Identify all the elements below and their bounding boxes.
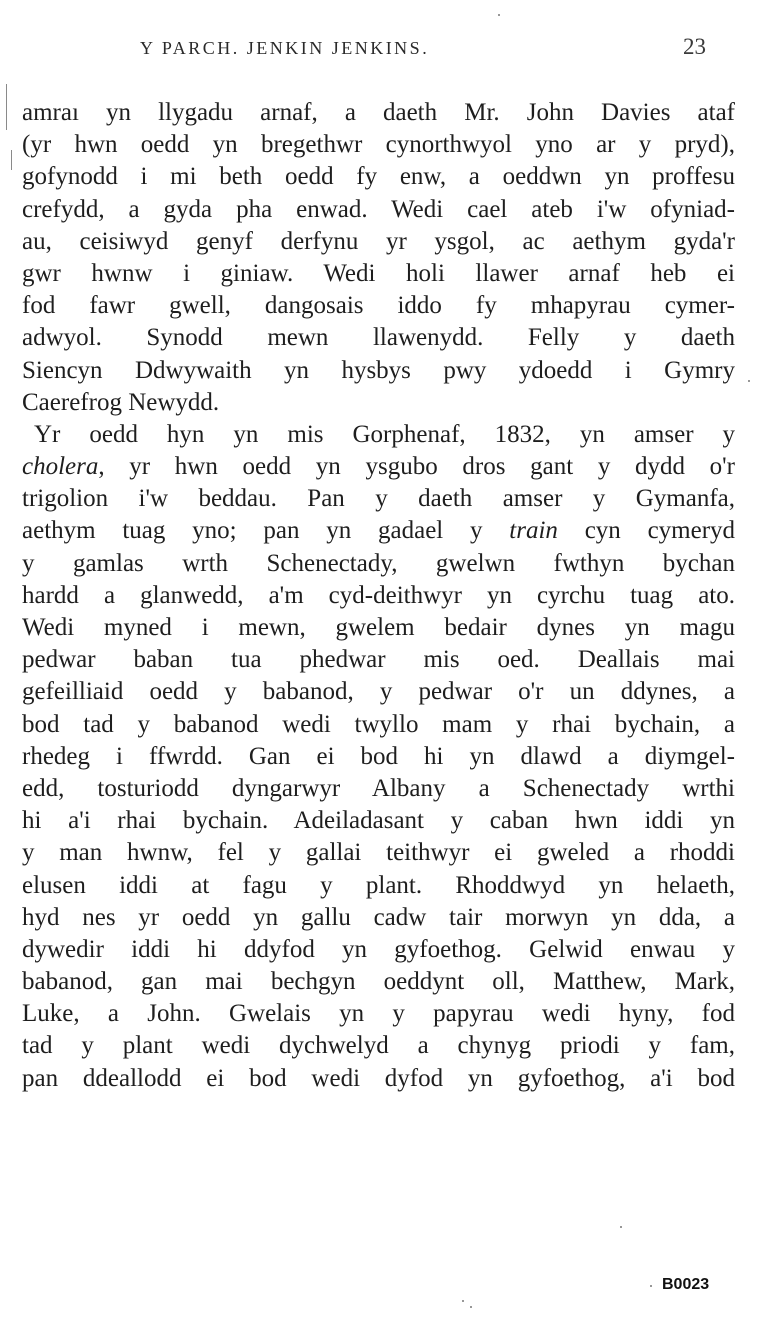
italic-word-cholera: cholera xyxy=(22,453,99,481)
text-line: elusen iddi at fagu y plant. Rhoddwyd yn helaeth, xyxy=(22,871,735,899)
text-line: y man hwnw, fel y gallai teithwyr ei gweled a rhoddi xyxy=(22,839,735,867)
running-title: Y PARCH. JENKIN JENKINS. xyxy=(140,38,430,58)
archive-code-stamp: B0023 xyxy=(662,1276,710,1293)
print-speck xyxy=(620,1226,622,1228)
text-line: fod fawr gwell, dangosais iddo fy mhapyrau cymer- xyxy=(22,292,735,320)
text-line-with-italic xyxy=(22,515,735,547)
text-line: tad y plant wedi dychwelyd a chynyg priodi y fam, xyxy=(22,1032,735,1060)
page-number: 23 xyxy=(683,34,706,59)
text-line: gefeilliaid oedd y babanod, y pedwar o'r un ddynes, a xyxy=(22,678,735,706)
text-line: Wedi myned i mewn, gwelem bedair dynes yn magu xyxy=(22,614,735,641)
text-line: Yr oedd hyn yn mis Gorphenaf, 1832, yn amser y xyxy=(34,420,735,448)
text-line: dywedir iddi hi ddyfod yn gyfoethog. Gelwid enwau y xyxy=(22,935,735,963)
text-line: gofynodd i mi beth oedd fy enw, a oeddwn yn proffesu xyxy=(22,163,735,191)
text-line: crefydd, a gyda pha enwad. Wedi cael ateb i'w ofyniad- xyxy=(22,195,735,223)
text-segment: , yr hwn oedd yn ysgubo dros gant y dydd o'r xyxy=(98,453,735,481)
text-segment: aethym tuag yno; pan yn gadael y xyxy=(22,517,483,545)
print-speck xyxy=(470,1306,472,1308)
text-line: adwyol. Synodd mewn llawenydd. Felly y daeth xyxy=(22,324,735,352)
text-line: Luke, a John. Gwelais yn y papyrau wedi hyny, fod xyxy=(22,1000,735,1028)
text-line: Caerefrog Newydd. xyxy=(22,388,220,416)
text-line: babanod, gan mai bechgyn oeddynt oll, Matthew, Mark, xyxy=(22,968,735,996)
text-line: rhedeg i ffwrdd. Gan ei bod hi yn dlawd a diymgel- xyxy=(22,742,735,770)
print-speck xyxy=(748,380,750,382)
text-line: Siencyn Ddwywaith yn hysbys pwy ydoedd i Gymry xyxy=(22,356,735,384)
text-line: pedwar baban tua phedwar mis oed. Deallais mai xyxy=(22,646,735,674)
text-line: hardd a glanwedd, a'm cyd-deithwyr yn cyrchu tuag ato. xyxy=(22,581,735,609)
text-line-with-italic xyxy=(22,451,735,483)
print-speck xyxy=(650,1285,652,1287)
body-text xyxy=(22,97,735,1095)
print-speck xyxy=(462,1300,464,1302)
text-line: gwr hwnw i giniaw. Wedi holi llawer arnaf heb ei xyxy=(22,259,735,287)
text-line: amraı yn llygadu arnaf, a daeth Mr. John Davies ataf xyxy=(22,99,735,126)
text-line: hyd nes yr oedd yn gallu cadw tair morwyn yn dda, a xyxy=(22,903,735,931)
italic-word-train: train xyxy=(509,517,558,545)
text-line: y gamlas wrth Schenectady, gwelwn fwthyn bychan xyxy=(22,549,735,577)
print-speck xyxy=(498,14,500,16)
text-line: pan ddeallodd ei bod wedi dyfod yn gyfoethog, a'i bod xyxy=(22,1064,735,1092)
left-margin-mark xyxy=(11,150,12,170)
text-line: au, ceisiwyd genyf derfynu yr ysgol, ac aethym gyda'r xyxy=(22,227,735,255)
text-line: hi a'i rhai bychain. Adeiladasant y caban hwn iddi yn xyxy=(22,807,735,835)
left-margin-mark xyxy=(6,84,7,130)
text-line: edd, tosturiodd dyngarwyr Albany a Schenectady wrthi xyxy=(22,774,735,802)
text-line: trigolion i'w beddau. Pan y daeth amser y Gymanfa, xyxy=(22,485,735,513)
text-line: (yr hwn oedd yn bregethwr cynorthwyol yno ar y pryd), xyxy=(22,131,735,159)
text-line: bod tad y babanod wedi twyllo mam y rhai bychain, a xyxy=(22,710,735,738)
text-segment: cyn cymeryd xyxy=(584,517,735,545)
